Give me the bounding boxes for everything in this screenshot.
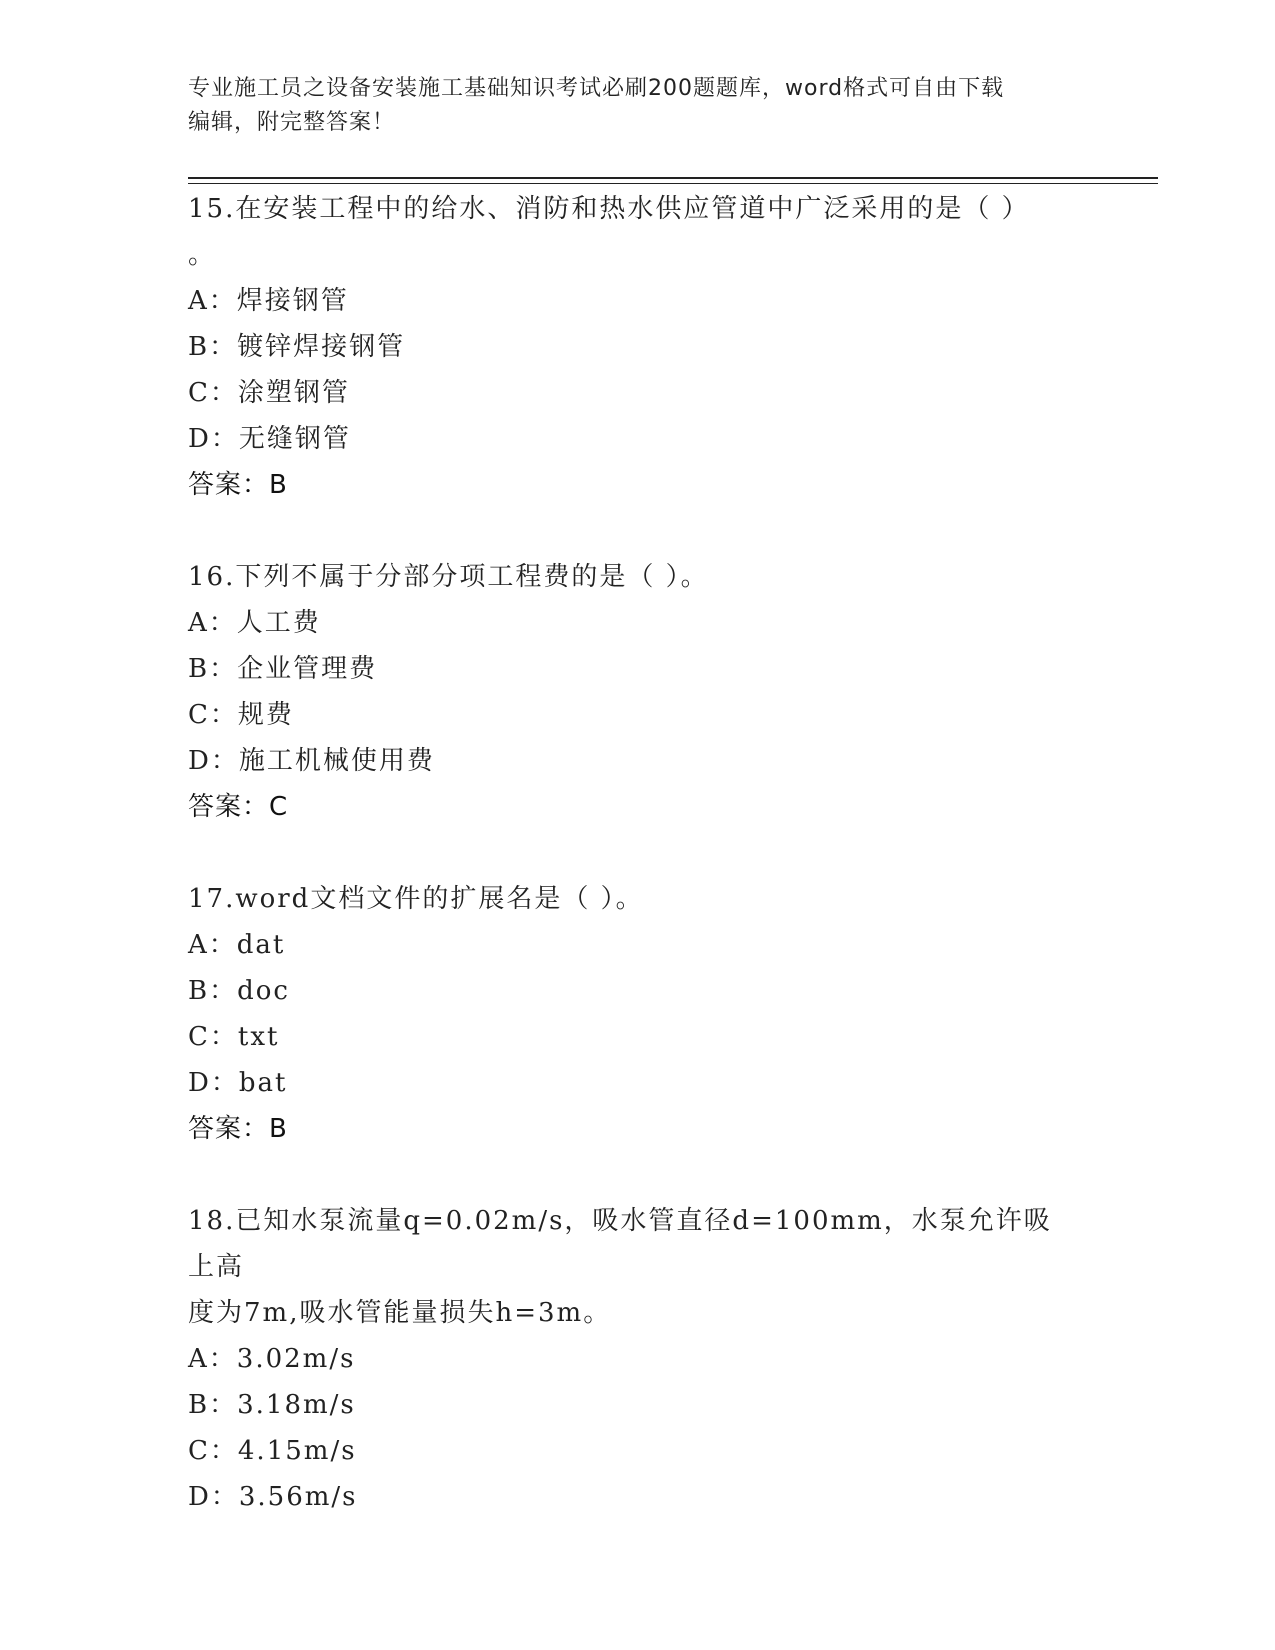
option-b: B：企业管理费 — [188, 654, 378, 684]
question-17 — [188, 876, 1068, 1152]
question-16 — [188, 554, 1068, 830]
answer-text: 答案：C — [188, 792, 289, 822]
option-a: A：3.02m/s — [188, 1344, 356, 1374]
question-list — [188, 186, 1068, 1566]
option-b: B：doc — [188, 976, 290, 1006]
header-line-2: 编辑，附完整答案！ — [188, 110, 396, 135]
answer-text: 答案：B — [188, 470, 288, 500]
option-d: D：无缝钢管 — [188, 424, 351, 454]
question-stem: 15.在安装工程中的给水、消防和热水供应管道中广泛采用的是（ ） — [188, 194, 1030, 224]
option-a: A：dat — [188, 930, 286, 960]
header-divider-thin — [188, 183, 1158, 184]
question-15 — [188, 186, 1068, 508]
question-stem-continuation: 。 — [188, 240, 217, 270]
option-a: A：焊接钢管 — [188, 286, 349, 316]
question-18 — [188, 1198, 1068, 1520]
header-divider-thick — [188, 177, 1158, 179]
answer-text: 答案：B — [188, 1114, 288, 1144]
option-c: C：txt — [188, 1022, 280, 1052]
option-c: C：规费 — [188, 700, 294, 730]
option-d: D：施工机械使用费 — [188, 746, 435, 776]
option-b: B：3.18m/s — [188, 1390, 356, 1420]
option-c: C：4.15m/s — [188, 1436, 357, 1466]
option-a: A：人工费 — [188, 608, 321, 638]
question-stem: 16.下列不属于分部分项工程费的是（ ）。 — [188, 562, 709, 592]
option-d: D：bat — [188, 1068, 288, 1098]
document-header — [188, 72, 1068, 140]
question-stem: 17.word文档文件的扩展名是（ ）。 — [188, 884, 644, 914]
question-stem: 18.已知水泵流量q=0.02m/s，吸水管直径d=100mm，水泵允许吸上高 — [188, 1206, 1052, 1282]
header-line-1: 专业施工员之设备安装施工基础知识考试必刷200题题库，word格式可自由下载 — [188, 76, 1005, 101]
option-c: C：涂塑钢管 — [188, 378, 350, 408]
option-d: D：3.56m/s — [188, 1482, 358, 1512]
option-b: B：镀锌焊接钢管 — [188, 332, 406, 362]
question-stem-continuation: 度为7m,吸水管能量损失h=3m。 — [188, 1298, 612, 1328]
